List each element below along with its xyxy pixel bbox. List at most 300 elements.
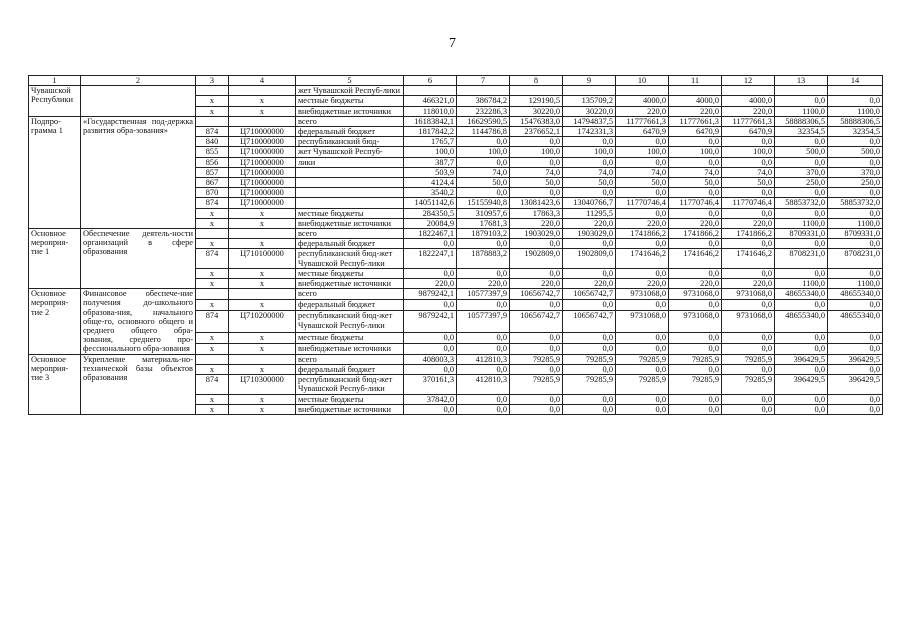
funding-source-cell: республиканский бюд-жет Чувашской Респуб-лики xyxy=(296,375,404,394)
grbs-code-cell: x xyxy=(196,404,229,414)
amount-cell: 30220,0 xyxy=(563,106,616,116)
amount-cell: 500,0 xyxy=(828,147,883,157)
amount-cell: 100,0 xyxy=(563,147,616,157)
amount-cell: 1741866,2 xyxy=(616,229,669,239)
amount-cell: 30220,0 xyxy=(510,106,563,116)
column-header: 9 xyxy=(563,76,616,86)
amount-cell: 0,0 xyxy=(616,188,669,198)
amount-cell: 0,0 xyxy=(828,300,883,311)
target-article-cell: Ц710000000 xyxy=(229,137,296,147)
amount-cell: 0,0 xyxy=(722,364,775,374)
grbs-code-cell: x xyxy=(196,394,229,404)
amount-cell: 220,0 xyxy=(669,218,722,228)
amount-cell: 0,0 xyxy=(669,300,722,311)
amount-cell: 0,0 xyxy=(828,404,883,414)
amount-cell: 0,0 xyxy=(563,300,616,311)
amount-cell: 9879242,1 xyxy=(404,289,457,300)
amount-cell: 79285,9 xyxy=(722,375,775,394)
amount-cell: 0,0 xyxy=(722,268,775,278)
amount-cell: 0,0 xyxy=(828,239,883,249)
amount-cell: 0,0 xyxy=(510,157,563,167)
amount-cell: 1741866,2 xyxy=(669,229,722,239)
amount-cell: 0,0 xyxy=(457,188,510,198)
amount-cell: 1741646,2 xyxy=(616,249,669,268)
grbs-code-cell: x xyxy=(196,96,229,106)
column-header: 3 xyxy=(196,76,229,86)
amount-cell: 0,0 xyxy=(669,343,722,354)
funding-source-cell: внебюджетные источники xyxy=(296,106,404,116)
amount-cell: 0,0 xyxy=(563,364,616,374)
amount-cell: 16183842,1 xyxy=(404,116,457,126)
amount-cell: 0,0 xyxy=(775,188,828,198)
amount-cell: 0,0 xyxy=(404,364,457,374)
funding-source-cell xyxy=(296,188,404,198)
grbs-code-cell: 874 xyxy=(196,198,229,208)
amount-cell: 135709,2 xyxy=(563,96,616,106)
amount-cell: 220,0 xyxy=(616,218,669,228)
amount-cell: 13040766,7 xyxy=(563,198,616,208)
amount-cell: 1100,0 xyxy=(828,279,883,289)
grbs-code-cell: 840 xyxy=(196,137,229,147)
amount-cell: 15155940,8 xyxy=(457,198,510,208)
target-article-cell: x xyxy=(229,364,296,374)
amount-cell xyxy=(457,86,510,96)
amount-cell: 0,0 xyxy=(669,137,722,147)
funding-source-cell: местные бюджеты xyxy=(296,208,404,218)
amount-cell xyxy=(669,86,722,96)
amount-cell: 0,0 xyxy=(828,96,883,106)
amount-cell xyxy=(510,86,563,96)
amount-cell: 220,0 xyxy=(510,218,563,228)
funding-source-cell xyxy=(296,198,404,208)
target-article-cell: Ц710000000 xyxy=(229,198,296,208)
target-article-cell: Ц710000000 xyxy=(229,127,296,137)
column-header: 11 xyxy=(669,76,722,86)
amount-cell: 1879103,2 xyxy=(457,229,510,239)
amount-cell: 14051142,6 xyxy=(404,198,457,208)
amount-cell: 0,0 xyxy=(616,239,669,249)
grbs-code-cell: 874 xyxy=(196,127,229,137)
amount-cell: 100,0 xyxy=(669,147,722,157)
amount-cell: 0,0 xyxy=(616,137,669,147)
program-name-cell: Подпро-грамма 1 xyxy=(29,116,81,228)
grbs-code-cell: 874 xyxy=(196,311,229,332)
column-header: 13 xyxy=(775,76,828,86)
amount-cell: 74,0 xyxy=(563,167,616,177)
program-description-cell: Обеспечение деятель-ности организаций в сфере образования xyxy=(81,229,196,289)
column-header: 7 xyxy=(457,76,510,86)
target-article-cell xyxy=(229,116,296,126)
program-name-cell: Основное мероприя-тие 1 xyxy=(29,229,81,289)
amount-cell: 48655340,0 xyxy=(775,311,828,332)
amount-cell: 1902809,0 xyxy=(563,249,616,268)
amount-cell: 396429,5 xyxy=(828,354,883,364)
amount-cell: 0,0 xyxy=(510,364,563,374)
amount-cell: 0,0 xyxy=(828,343,883,354)
amount-cell: 0,0 xyxy=(775,343,828,354)
amount-cell: 0,0 xyxy=(775,300,828,311)
amount-cell: 0,0 xyxy=(669,332,722,343)
amount-cell: 503,9 xyxy=(404,167,457,177)
amount-cell: 0,0 xyxy=(828,394,883,404)
amount-cell: 1741646,2 xyxy=(722,249,775,268)
column-header: 8 xyxy=(510,76,563,86)
amount-cell: 0,0 xyxy=(669,364,722,374)
amount-cell: 0,0 xyxy=(775,208,828,218)
amount-cell: 0,0 xyxy=(457,364,510,374)
grbs-code-cell xyxy=(196,354,229,364)
amount-cell: 1100,0 xyxy=(775,279,828,289)
amount-cell: 0,0 xyxy=(510,332,563,343)
amount-cell: 0,0 xyxy=(722,137,775,147)
amount-cell: 1741646,2 xyxy=(669,249,722,268)
amount-cell: 0,0 xyxy=(457,137,510,147)
amount-cell: 220,0 xyxy=(457,279,510,289)
amount-cell: 9731068,0 xyxy=(616,311,669,332)
grbs-code-cell: 857 xyxy=(196,167,229,177)
amount-cell: 0,0 xyxy=(828,268,883,278)
amount-cell: 0,0 xyxy=(563,332,616,343)
funding-source-cell xyxy=(296,178,404,188)
grbs-code-cell: 856 xyxy=(196,157,229,167)
grbs-code-cell xyxy=(196,289,229,300)
amount-cell: 74,0 xyxy=(616,167,669,177)
target-article-cell: x xyxy=(229,218,296,228)
amount-cell: 0,0 xyxy=(775,394,828,404)
amount-cell: 10577397,9 xyxy=(457,311,510,332)
amount-cell: 220,0 xyxy=(616,279,669,289)
amount-cell: 1903029,0 xyxy=(563,229,616,239)
amount-cell: 250,0 xyxy=(775,178,828,188)
amount-cell: 1822467,1 xyxy=(404,229,457,239)
target-article-cell: x xyxy=(229,343,296,354)
amount-cell: 79285,9 xyxy=(510,375,563,394)
amount-cell: 408003,3 xyxy=(404,354,457,364)
amount-cell: 0,0 xyxy=(457,394,510,404)
amount-cell: 0,0 xyxy=(775,332,828,343)
amount-cell: 370,0 xyxy=(775,167,828,177)
amount-cell: 4000,0 xyxy=(669,96,722,106)
amount-cell: 0,0 xyxy=(563,239,616,249)
funding-source-cell: местные бюджеты xyxy=(296,268,404,278)
amount-cell: 0,0 xyxy=(616,394,669,404)
target-article-cell: Ц710000000 xyxy=(229,147,296,157)
funding-source-cell: федеральный бюджет xyxy=(296,239,404,249)
amount-cell: 0,0 xyxy=(563,394,616,404)
amount-cell: 1765,7 xyxy=(404,137,457,147)
amount-cell: 0,0 xyxy=(563,268,616,278)
amount-cell: 10656742,7 xyxy=(563,289,616,300)
amount-cell: 0,0 xyxy=(775,157,828,167)
target-article-cell xyxy=(229,86,296,96)
amount-cell: 0,0 xyxy=(669,404,722,414)
amount-cell: 100,0 xyxy=(616,147,669,157)
amount-cell: 9731068,0 xyxy=(616,289,669,300)
amount-cell: 0,0 xyxy=(616,332,669,343)
target-article-cell: Ц710000000 xyxy=(229,157,296,167)
grbs-code-cell: x xyxy=(196,332,229,343)
amount-cell: 79285,9 xyxy=(669,354,722,364)
program-description-cell: Укрепление материаль-но-технической базы объектов образования xyxy=(81,354,196,414)
column-header: 4 xyxy=(229,76,296,86)
amount-cell: 32354,5 xyxy=(828,127,883,137)
amount-cell xyxy=(722,86,775,96)
amount-cell: 220,0 xyxy=(722,106,775,116)
amount-cell: 0,0 xyxy=(563,157,616,167)
amount-cell: 0,0 xyxy=(616,364,669,374)
amount-cell: 0,0 xyxy=(669,268,722,278)
amount-cell: 50,0 xyxy=(457,178,510,188)
budget-table xyxy=(28,75,883,415)
amount-cell: 74,0 xyxy=(669,167,722,177)
funding-source-cell: федеральный бюджет xyxy=(296,127,404,137)
funding-source-cell: местные бюджеты xyxy=(296,96,404,106)
column-header: 2 xyxy=(81,76,196,86)
amount-cell: 16629590,5 xyxy=(457,116,510,126)
amount-cell: 0,0 xyxy=(510,394,563,404)
amount-cell: 6470,9 xyxy=(669,127,722,137)
page-number: 7 xyxy=(449,36,456,51)
program-description-cell: «Государственная под-держка развития обра-зования» xyxy=(81,116,196,228)
amount-cell: 0,0 xyxy=(775,137,828,147)
amount-cell: 0,0 xyxy=(457,157,510,167)
amount-cell: 0,0 xyxy=(775,239,828,249)
amount-cell: 6470,9 xyxy=(616,127,669,137)
amount-cell: 0,0 xyxy=(828,188,883,198)
amount-cell: 48655340,0 xyxy=(775,289,828,300)
amount-cell: 79285,9 xyxy=(616,354,669,364)
program-name-cell: Чувашской Республики xyxy=(29,86,81,117)
amount-cell: 0,0 xyxy=(457,343,510,354)
grbs-code-cell: 870 xyxy=(196,188,229,198)
amount-cell: 1144786,8 xyxy=(457,127,510,137)
amount-cell: 8709331,0 xyxy=(775,229,828,239)
amount-cell: 1100,0 xyxy=(775,106,828,116)
amount-cell: 220,0 xyxy=(722,279,775,289)
table-row xyxy=(29,354,883,364)
amount-cell: 396429,5 xyxy=(775,375,828,394)
amount-cell: 6470,9 xyxy=(722,127,775,137)
grbs-code-cell: x xyxy=(196,268,229,278)
amount-cell: 11777661,3 xyxy=(722,116,775,126)
amount-cell: 370,0 xyxy=(828,167,883,177)
amount-cell: 79285,9 xyxy=(669,375,722,394)
amount-cell: 8708231,0 xyxy=(775,249,828,268)
amount-cell: 0,0 xyxy=(457,268,510,278)
amount-cell: 4000,0 xyxy=(722,96,775,106)
amount-cell: 370161,3 xyxy=(404,375,457,394)
amount-cell: 1100,0 xyxy=(775,218,828,228)
amount-cell xyxy=(404,86,457,96)
amount-cell: 0,0 xyxy=(457,239,510,249)
amount-cell: 396429,5 xyxy=(828,375,883,394)
funding-source-cell: всего xyxy=(296,116,404,126)
table-row xyxy=(29,86,883,96)
amount-cell: 0,0 xyxy=(563,343,616,354)
amount-cell: 1822247,1 xyxy=(404,249,457,268)
amount-cell: 0,0 xyxy=(563,404,616,414)
amount-cell: 48655340,0 xyxy=(828,311,883,332)
amount-cell: 0,0 xyxy=(669,188,722,198)
amount-cell: 220,0 xyxy=(510,279,563,289)
amount-cell: 9731068,0 xyxy=(669,311,722,332)
grbs-code-cell: 855 xyxy=(196,147,229,157)
grbs-code-cell: x xyxy=(196,343,229,354)
funding-source-cell: федеральный бюджет xyxy=(296,364,404,374)
column-header: 6 xyxy=(404,76,457,86)
grbs-code-cell xyxy=(196,116,229,126)
amount-cell: 1100,0 xyxy=(828,106,883,116)
amount-cell: 100,0 xyxy=(404,147,457,157)
amount-cell: 0,0 xyxy=(828,157,883,167)
amount-cell: 3540,2 xyxy=(404,188,457,198)
amount-cell: 0,0 xyxy=(722,208,775,218)
amount-cell: 10656742,7 xyxy=(563,311,616,332)
target-article-cell: Ц710000000 xyxy=(229,178,296,188)
amount-cell: 0,0 xyxy=(510,300,563,311)
amount-cell: 79285,9 xyxy=(563,354,616,364)
target-article-cell: x xyxy=(229,268,296,278)
amount-cell: 0,0 xyxy=(722,300,775,311)
amount-cell: 11295,5 xyxy=(563,208,616,218)
amount-cell: 100,0 xyxy=(722,147,775,157)
amount-cell: 10656742,7 xyxy=(510,289,563,300)
column-header: 5 xyxy=(296,76,404,86)
amount-cell: 58853732,0 xyxy=(828,198,883,208)
amount-cell: 10577397,9 xyxy=(457,289,510,300)
target-article-cell: x xyxy=(229,106,296,116)
amount-cell: 100,0 xyxy=(510,147,563,157)
amount-cell: 396429,5 xyxy=(775,354,828,364)
funding-source-cell: внебюджетные источники xyxy=(296,343,404,354)
amount-cell: 1100,0 xyxy=(828,218,883,228)
amount-cell xyxy=(563,86,616,96)
amount-cell: 10656742,7 xyxy=(510,311,563,332)
amount-cell: 0,0 xyxy=(510,137,563,147)
amount-cell: 37842,0 xyxy=(404,394,457,404)
amount-cell: 1903029,0 xyxy=(510,229,563,239)
amount-cell: 8709331,0 xyxy=(828,229,883,239)
amount-cell: 0,0 xyxy=(616,157,669,167)
amount-cell: 220,0 xyxy=(563,279,616,289)
grbs-code-cell: x xyxy=(196,239,229,249)
table-row xyxy=(29,229,883,239)
amount-cell: 8708231,0 xyxy=(828,249,883,268)
amount-cell: 0,0 xyxy=(722,239,775,249)
amount-cell xyxy=(775,86,828,96)
funding-source-cell: жет Чувашской Респуб- xyxy=(296,147,404,157)
column-header: 10 xyxy=(616,76,669,86)
amount-cell: 0,0 xyxy=(563,188,616,198)
target-article-cell xyxy=(229,289,296,300)
amount-cell: 100,0 xyxy=(457,147,510,157)
program-name-cell: Основное мероприя-тие 2 xyxy=(29,289,81,354)
grbs-code-cell xyxy=(196,229,229,239)
amount-cell: 0,0 xyxy=(616,300,669,311)
funding-source-cell: всего xyxy=(296,229,404,239)
amount-cell: 74,0 xyxy=(722,167,775,177)
amount-cell: 0,0 xyxy=(616,208,669,218)
amount-cell: 0,0 xyxy=(828,137,883,147)
amount-cell: 79285,9 xyxy=(510,354,563,364)
funding-source-cell: внебюджетные источники xyxy=(296,404,404,414)
amount-cell: 17863,3 xyxy=(510,208,563,218)
grbs-code-cell: 867 xyxy=(196,178,229,188)
amount-cell: 0,0 xyxy=(828,208,883,218)
amount-cell: 58888306,5 xyxy=(828,116,883,126)
funding-source-cell: всего xyxy=(296,289,404,300)
amount-cell: 0,0 xyxy=(510,404,563,414)
amount-cell: 310957,6 xyxy=(457,208,510,218)
amount-cell: 50,0 xyxy=(669,178,722,188)
funding-source-cell xyxy=(296,167,404,177)
amount-cell: 0,0 xyxy=(722,343,775,354)
amount-cell: 0,0 xyxy=(722,404,775,414)
target-article-cell: Ц710100000 xyxy=(229,249,296,268)
target-article-cell: x xyxy=(229,394,296,404)
amount-cell: 9731068,0 xyxy=(722,311,775,332)
amount-cell: 284350,5 xyxy=(404,208,457,218)
amount-cell: 0,0 xyxy=(404,343,457,354)
amount-cell: 0,0 xyxy=(457,404,510,414)
target-article-cell: x xyxy=(229,279,296,289)
amount-cell: 11770746,4 xyxy=(722,198,775,208)
column-header: 14 xyxy=(828,76,883,86)
table-body xyxy=(29,86,883,415)
amount-cell: 9731068,0 xyxy=(669,289,722,300)
grbs-code-cell: x xyxy=(196,279,229,289)
target-article-cell: Ц710000000 xyxy=(229,188,296,198)
funding-source-cell: республиканский бюд-жет Чувашской Респуб-лики xyxy=(296,311,404,332)
amount-cell: 0,0 xyxy=(669,157,722,167)
funding-source-cell: внебюджетные источники xyxy=(296,279,404,289)
amount-cell: 0,0 xyxy=(775,268,828,278)
target-article-cell xyxy=(229,229,296,239)
amount-cell: 0,0 xyxy=(457,332,510,343)
amount-cell: 0,0 xyxy=(616,343,669,354)
amount-cell: 58888306,5 xyxy=(775,116,828,126)
amount-cell: 0,0 xyxy=(457,300,510,311)
amount-cell: 1741866,2 xyxy=(722,229,775,239)
amount-cell: 129190,5 xyxy=(510,96,563,106)
amount-cell: 14794837,5 xyxy=(563,116,616,126)
grbs-code-cell xyxy=(196,86,229,96)
program-name-cell: Основное мероприя-тие 3 xyxy=(29,354,81,414)
amount-cell: 58853732,0 xyxy=(775,198,828,208)
amount-cell: 1878883,2 xyxy=(457,249,510,268)
target-article-cell: x xyxy=(229,208,296,218)
amount-cell: 79285,9 xyxy=(616,375,669,394)
amount-cell: 0,0 xyxy=(510,239,563,249)
amount-cell: 0,0 xyxy=(616,404,669,414)
amount-cell: 0,0 xyxy=(669,394,722,404)
funding-source-cell: всего xyxy=(296,354,404,364)
target-article-cell: x xyxy=(229,332,296,343)
amount-cell: 220,0 xyxy=(404,279,457,289)
amount-cell: 220,0 xyxy=(616,106,669,116)
table-row xyxy=(29,289,883,300)
amount-cell: 79285,9 xyxy=(563,375,616,394)
amount-cell: 0,0 xyxy=(775,96,828,106)
funding-source-cell: федеральный бюджет xyxy=(296,300,404,311)
amount-cell: 0,0 xyxy=(404,268,457,278)
table-header xyxy=(29,76,883,86)
amount-cell: 1742331,3 xyxy=(563,127,616,137)
target-article-cell: Ц710200000 xyxy=(229,311,296,332)
amount-cell: 387,7 xyxy=(404,157,457,167)
grbs-code-cell: x xyxy=(196,218,229,228)
program-description-cell xyxy=(81,86,196,117)
